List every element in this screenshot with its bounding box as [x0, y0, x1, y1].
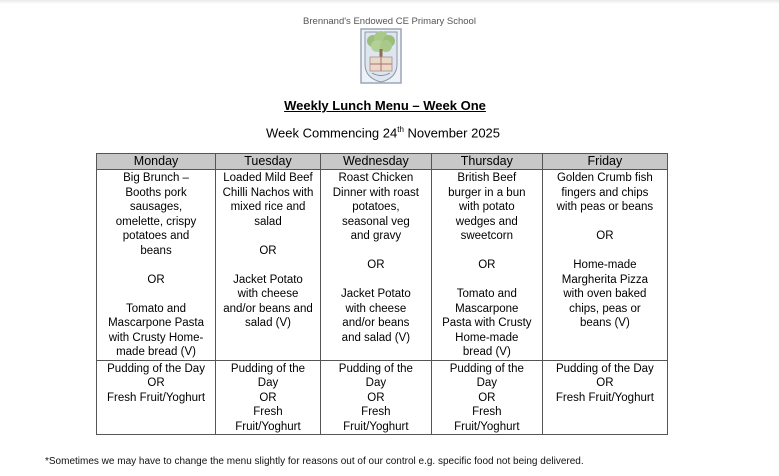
top-scroll-edge — [0, 0, 779, 4]
school-name: Brennand's Endowed CE Primary School — [303, 16, 476, 27]
desserts-row — [97, 360, 668, 435]
monday-dessert: Pudding of the Day OR Fresh Fruit/Yoghurt — [97, 360, 216, 435]
tuesday-main: Loaded Mild Beef Chilli Nachos with mixed rice and salad OR Jacket Potato with cheese and/or beans and salad (V) — [216, 170, 321, 361]
footnote: *Sometimes we may have to change the menu slightly for reasons out of our control e.g. specific food not being delivered. — [45, 456, 584, 467]
week-commencing: Week Commencing 24th November 2025 — [265, 125, 501, 141]
mains-row — [97, 170, 668, 361]
wednesday-dessert: Pudding of the Day OR Fresh Fruit/Yoghurt — [320, 360, 431, 435]
friday-dessert: Pudding of the Day OR Fresh Fruit/Yoghurt — [542, 360, 667, 435]
wednesday-main: Roast Chicken Dinner with roast potatoes, seasonal veg and gravy OR Jacket Potato with cheese and/or beans and salad (V) — [320, 170, 431, 361]
school-crest-logo — [360, 28, 402, 84]
day-header-wednesday: Wednesday — [320, 154, 431, 170]
monday-main: Big Brunch – Booths pork sausages, omelette, crispy potatoes and beans OR Tomato and Mascarpone Pasta with Crusty Home- made bread (V) — [97, 170, 216, 361]
lunch-menu-table — [96, 153, 668, 435]
day-header-thursday: Thursday — [431, 154, 542, 170]
day-header-friday: Friday — [542, 154, 667, 170]
thursday-main: British Beef burger in a bun with potato wedges and sweetcorn OR Tomato and Mascarpone Pasta with Crusty Home-made bread (V) — [431, 170, 542, 361]
day-header-row — [97, 154, 668, 170]
menu-title: Weekly Lunch Menu – Week One — [284, 98, 486, 113]
friday-main: Golden Crumb fish fingers and chips with peas or beans OR Home-made Margherita Pizza with oven baked chips, peas or beans (V) — [542, 170, 667, 361]
tuesday-dessert: Pudding of the Day OR Fresh Fruit/Yoghurt — [216, 360, 321, 435]
day-header-tuesday: Tuesday — [216, 154, 321, 170]
thursday-dessert: Pudding of the Day OR Fresh Fruit/Yoghurt — [431, 360, 542, 435]
day-header-monday: Monday — [97, 154, 216, 170]
